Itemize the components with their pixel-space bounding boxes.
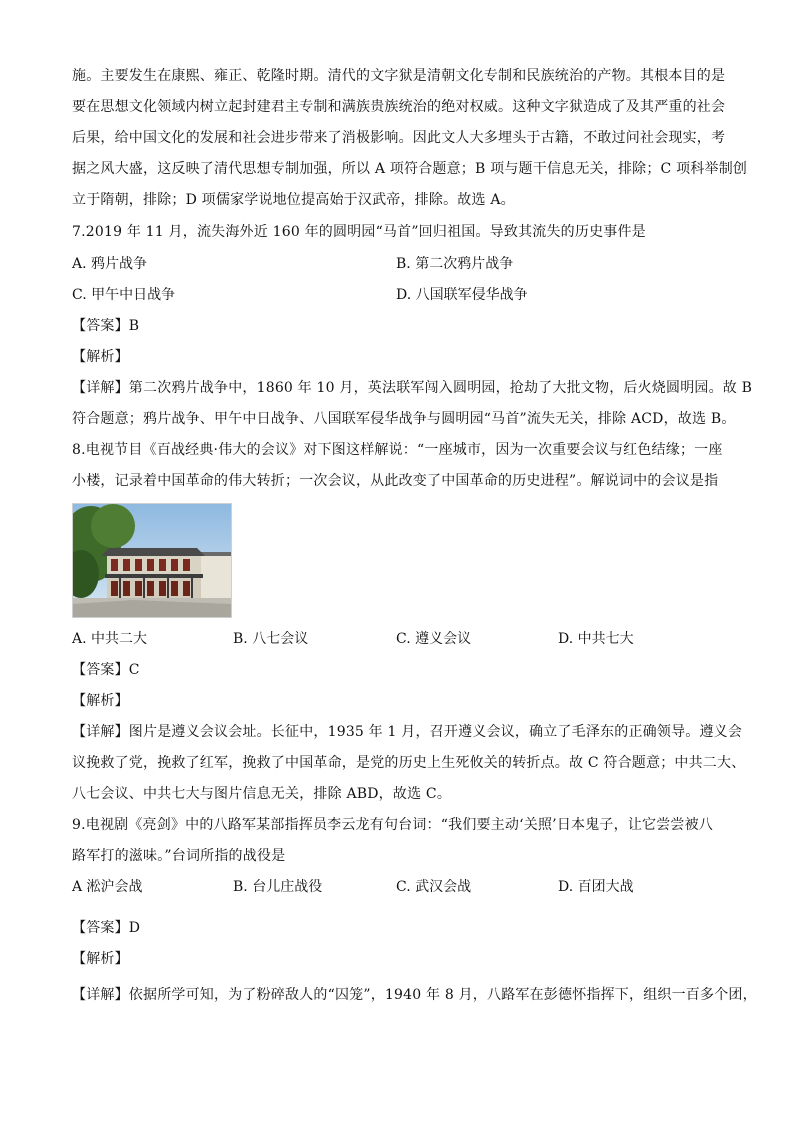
q7-stem: 7.2019 年 11 月，流失海外近 160 年的圆明园“马首”回归祖国。导致其流失的历史事件是 bbox=[72, 224, 646, 240]
q6-analysis-line: 后果，给中国文化的发展和社会进步带来了消极影响。因此文人大多埋头于古籍，不敢过问社会现实，考 bbox=[72, 130, 726, 146]
q8-analysis-heading: 【解析】 bbox=[72, 693, 129, 709]
q8-detail-line: 议挽救了党，挽救了红军，挽救了中国革命，是党的历史上生死攸关的转折点。故 C 符合题意；中共二大、 bbox=[72, 755, 746, 771]
q7-option-d: D. 八国联军侵华战争 bbox=[396, 287, 528, 303]
q7-detail-line: 符合题意；鸦片战争、甲午中日战争、八国联军侵华战争与圆明园“马首”流失无关，排除 ACD，故选 B。 bbox=[72, 411, 736, 427]
q9-option-d: D. 百团大战 bbox=[558, 879, 634, 895]
q9-analysis-heading: 【解析】 bbox=[72, 951, 129, 967]
q8-stem-line: 小楼，记录着中国革命的伟大转折；一次会议，从此改变了中国革命的历史进程”。解说词中的会议是指 bbox=[72, 473, 719, 489]
q7-option-a: A. 鸦片战争 bbox=[72, 256, 148, 272]
zunyi-conference-site-photo bbox=[72, 503, 232, 618]
q9-option-a: A 淞沪会战 bbox=[72, 879, 143, 895]
q9-option-c: C. 武汉会战 bbox=[396, 879, 472, 895]
q6-analysis-line: 施。主要发生在康熙、雍正、乾隆时期。清代的文字狱是清朝文化专制和民族统治的产物。其根本目的是 bbox=[72, 68, 726, 84]
q8-option-c: C. 遵义会议 bbox=[396, 631, 472, 647]
q7-option-c: C. 甲午中日战争 bbox=[72, 287, 176, 303]
q8-detail-line: 【详解】图片是遵义会议会址。长征中，1935 年 1 月，召开遵义会议，确立了毛泽东的正确领导。遵义会 bbox=[72, 724, 743, 740]
q8-option-b: B. 八七会议 bbox=[233, 631, 309, 647]
q8-option-d: D. 中共七大 bbox=[558, 631, 634, 647]
q7-analysis-heading: 【解析】 bbox=[72, 349, 129, 365]
q6-analysis-line: 要在思想文化领域内树立起封建君主专制和满族贵族统治的绝对权威。这种文字狱造成了及其严重的社会 bbox=[72, 99, 726, 115]
q7-answer: 【答案】B bbox=[72, 318, 140, 334]
q9-answer: 【答案】D bbox=[72, 920, 141, 936]
q6-analysis-line: 据之风大盛，这反映了清代思想专制加强，所以 A 项符合题意；B 项与题干信息无关，排除；C 项科举制创 bbox=[72, 161, 748, 177]
q8-option-a: A. 中共二大 bbox=[72, 631, 148, 647]
q8-answer: 【答案】C bbox=[72, 662, 140, 678]
q8-stem-line: 8.电视节目《百战经典·伟大的会议》对下图这样解说：“一座城市，因为一次重要会议与红色结缘；一座 bbox=[72, 442, 723, 458]
q9-stem-line: 路军打的滋味。”台词所指的战役是 bbox=[72, 848, 286, 864]
q9-option-b: B. 台儿庄战役 bbox=[233, 879, 323, 895]
q8-detail-line: 八七会议、中共七大与图片信息无关，排除 ABD，故选 C。 bbox=[72, 786, 452, 802]
q9-stem-line: 9.电视剧《亮剑》中的八路军某部指挥员李云龙有句台词：“我们要主动‘关照’日本鬼子，让它尝尝被八 bbox=[72, 817, 714, 833]
q7-option-b: B. 第二次鸦片战争 bbox=[396, 256, 514, 272]
q9-detail-line: 【详解】依据所学可知，为了粉碎敌人的“囚笼”，1940 年 8 月，八路军在彭德怀指挥下，组织一百多个团， bbox=[72, 987, 757, 1003]
q6-analysis-line: 立于隋朝，排除；D 项儒家学说地位提高始于汉武帝，排除。故选 A。 bbox=[72, 192, 515, 208]
q7-detail-line: 【详解】第二次鸦片战争中，1860 年 10 月，英法联军闯入圆明园，抢劫了大批文物，后火烧圆明园。故 B bbox=[72, 380, 753, 396]
